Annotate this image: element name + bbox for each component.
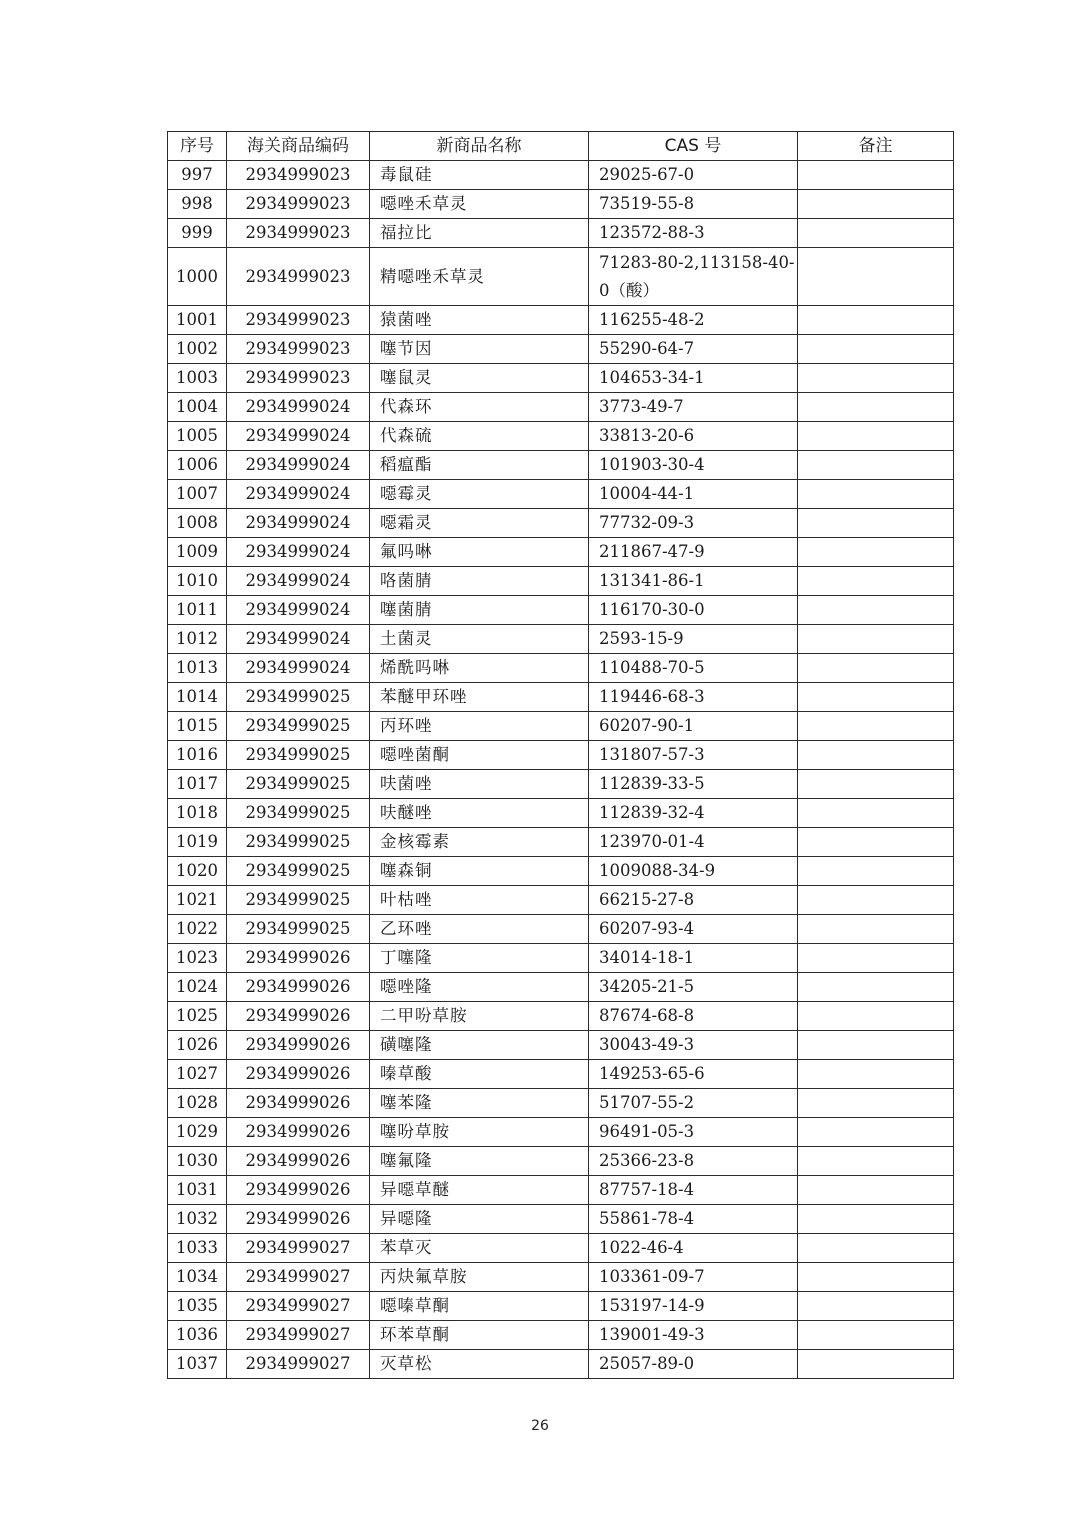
table-row — [168, 567, 954, 596]
table-row — [168, 1031, 954, 1060]
row-remarks-cell — [798, 1321, 954, 1350]
row-commodity-name-cell: 苯草灭 — [370, 1234, 589, 1263]
row-remarks-cell — [798, 1147, 954, 1176]
row-index-cell: 1037 — [168, 1350, 227, 1379]
row-cas-number-cell: 211867-47-9 — [589, 538, 798, 567]
row-customs-code-cell: 2934999026 — [227, 1205, 370, 1234]
row-index-cell: 1002 — [168, 335, 227, 364]
row-remarks-cell — [798, 857, 954, 886]
row-index-cell: 1029 — [168, 1118, 227, 1147]
row-commodity-name-cell: 噁唑菌酮 — [370, 741, 589, 770]
table-row — [168, 915, 954, 944]
row-customs-code-cell: 2934999023 — [227, 161, 370, 190]
row-index-cell: 998 — [168, 190, 227, 219]
table-row — [168, 335, 954, 364]
row-remarks-cell — [798, 683, 954, 712]
table-row — [168, 1060, 954, 1089]
row-cas-number-cell: 25366-23-8 — [589, 1147, 798, 1176]
row-commodity-name-cell: 异噁草醚 — [370, 1176, 589, 1205]
row-customs-code-cell: 2934999027 — [227, 1292, 370, 1321]
row-customs-code-cell: 2934999023 — [227, 306, 370, 335]
row-cas-number-cell: 30043-49-3 — [589, 1031, 798, 1060]
table-row — [168, 538, 954, 567]
row-customs-code-cell: 2934999027 — [227, 1263, 370, 1292]
row-index-cell: 997 — [168, 161, 227, 190]
row-remarks-cell — [798, 1002, 954, 1031]
row-cas-number-cell: 87674-68-8 — [589, 1002, 798, 1031]
row-remarks-cell — [798, 596, 954, 625]
row-customs-code-cell: 2934999025 — [227, 828, 370, 857]
row-remarks-cell — [798, 248, 954, 306]
row-commodity-name-cell: 呋菌唑 — [370, 770, 589, 799]
row-cas-number-cell: 116170-30-0 — [589, 596, 798, 625]
header-index: 序号 — [168, 132, 227, 161]
table-row — [168, 1089, 954, 1118]
row-commodity-name-cell: 福拉比 — [370, 219, 589, 248]
row-remarks-cell — [798, 654, 954, 683]
row-remarks-cell — [798, 1234, 954, 1263]
row-remarks-cell — [798, 973, 954, 1002]
row-customs-code-cell: 2934999024 — [227, 509, 370, 538]
row-index-cell: 1000 — [168, 248, 227, 306]
row-commodity-name-cell: 土菌灵 — [370, 625, 589, 654]
header-cas-number: CAS 号 — [589, 132, 798, 161]
table-row — [168, 654, 954, 683]
row-customs-code-cell: 2934999023 — [227, 335, 370, 364]
row-index-cell: 1024 — [168, 973, 227, 1002]
row-index-cell: 999 — [168, 219, 227, 248]
row-index-cell: 1009 — [168, 538, 227, 567]
row-cas-number-cell: 112839-32-4 — [589, 799, 798, 828]
row-cas-number-cell: 55290-64-7 — [589, 335, 798, 364]
row-customs-code-cell: 2934999027 — [227, 1321, 370, 1350]
row-remarks-cell — [798, 712, 954, 741]
row-cas-number-cell: 1009088-34-9 — [589, 857, 798, 886]
table-row — [168, 1176, 954, 1205]
row-commodity-name-cell: 噁霉灵 — [370, 480, 589, 509]
row-index-cell: 1008 — [168, 509, 227, 538]
row-customs-code-cell: 2934999023 — [227, 364, 370, 393]
row-index-cell: 1026 — [168, 1031, 227, 1060]
row-remarks-cell — [798, 1176, 954, 1205]
row-customs-code-cell: 2934999024 — [227, 393, 370, 422]
table-row — [168, 422, 954, 451]
table-row — [168, 944, 954, 973]
row-remarks-cell — [798, 480, 954, 509]
row-index-cell: 1025 — [168, 1002, 227, 1031]
row-cas-number-cell: 34014-18-1 — [589, 944, 798, 973]
row-cas-number-cell: 2593-15-9 — [589, 625, 798, 654]
table-row — [168, 683, 954, 712]
row-index-cell: 1028 — [168, 1089, 227, 1118]
row-cas-number-cell: 60207-93-4 — [589, 915, 798, 944]
row-index-cell: 1032 — [168, 1205, 227, 1234]
row-index-cell: 1010 — [168, 567, 227, 596]
row-customs-code-cell: 2934999025 — [227, 683, 370, 712]
table-row — [168, 712, 954, 741]
table-row — [168, 364, 954, 393]
row-remarks-cell — [798, 509, 954, 538]
row-index-cell: 1018 — [168, 799, 227, 828]
row-customs-code-cell: 2934999026 — [227, 1031, 370, 1060]
row-customs-code-cell: 2934999024 — [227, 654, 370, 683]
table-row — [168, 857, 954, 886]
row-remarks-cell — [798, 422, 954, 451]
row-cas-number-cell: 104653-34-1 — [589, 364, 798, 393]
row-index-cell: 1031 — [168, 1176, 227, 1205]
row-commodity-name-cell: 噁唑禾草灵 — [370, 190, 589, 219]
table-row — [168, 161, 954, 190]
row-commodity-name-cell: 丙环唑 — [370, 712, 589, 741]
row-commodity-name-cell: 噻节因 — [370, 335, 589, 364]
row-remarks-cell — [798, 1205, 954, 1234]
row-remarks-cell — [798, 161, 954, 190]
row-cas-number-cell: 123572-88-3 — [589, 219, 798, 248]
row-index-cell: 1020 — [168, 857, 227, 886]
row-customs-code-cell: 2934999026 — [227, 1089, 370, 1118]
row-customs-code-cell: 2934999027 — [227, 1234, 370, 1263]
row-cas-number-cell: 131807-57-3 — [589, 741, 798, 770]
row-cas-number-cell: 29025-67-0 — [589, 161, 798, 190]
row-index-cell: 1021 — [168, 886, 227, 915]
row-remarks-cell — [798, 219, 954, 248]
row-commodity-name-cell: 精噁唑禾草灵 — [370, 248, 589, 306]
table-row — [168, 393, 954, 422]
row-cas-number-cell: 33813-20-6 — [589, 422, 798, 451]
row-commodity-name-cell: 咯菌腈 — [370, 567, 589, 596]
row-cas-number-cell: 73519-55-8 — [589, 190, 798, 219]
row-index-cell: 1017 — [168, 770, 227, 799]
header-customs-code: 海关商品编码 — [227, 132, 370, 161]
row-remarks-cell — [798, 799, 954, 828]
row-commodity-name-cell: 毒鼠硅 — [370, 161, 589, 190]
row-customs-code-cell: 2934999024 — [227, 538, 370, 567]
header-remarks: 备注 — [798, 132, 954, 161]
row-commodity-name-cell: 噁嗪草酮 — [370, 1292, 589, 1321]
row-customs-code-cell: 2934999026 — [227, 1147, 370, 1176]
table-row — [168, 1118, 954, 1147]
row-remarks-cell — [798, 538, 954, 567]
row-cas-number-cell: 96491-05-3 — [589, 1118, 798, 1147]
row-cas-number-cell: 123970-01-4 — [589, 828, 798, 857]
row-remarks-cell — [798, 364, 954, 393]
table-row — [168, 828, 954, 857]
row-remarks-cell — [798, 1060, 954, 1089]
row-commodity-name-cell: 灭草松 — [370, 1350, 589, 1379]
row-remarks-cell — [798, 770, 954, 799]
table-row — [168, 509, 954, 538]
table-row — [168, 770, 954, 799]
row-customs-code-cell: 2934999026 — [227, 973, 370, 1002]
row-customs-code-cell: 2934999023 — [227, 219, 370, 248]
row-cas-number-cell: 77732-09-3 — [589, 509, 798, 538]
row-cas-number-cell: 66215-27-8 — [589, 886, 798, 915]
row-remarks-cell — [798, 944, 954, 973]
row-remarks-cell — [798, 451, 954, 480]
row-cas-number-cell: 34205-21-5 — [589, 973, 798, 1002]
row-remarks-cell — [798, 886, 954, 915]
row-index-cell: 1036 — [168, 1321, 227, 1350]
row-commodity-name-cell: 代森硫 — [370, 422, 589, 451]
row-commodity-name-cell: 二甲吩草胺 — [370, 1002, 589, 1031]
table-row — [168, 1147, 954, 1176]
row-commodity-name-cell: 丙炔氟草胺 — [370, 1263, 589, 1292]
row-cas-number-cell: 112839-33-5 — [589, 770, 798, 799]
row-index-cell: 1022 — [168, 915, 227, 944]
row-customs-code-cell: 2934999025 — [227, 886, 370, 915]
row-customs-code-cell: 2934999025 — [227, 915, 370, 944]
row-index-cell: 1016 — [168, 741, 227, 770]
row-index-cell: 1015 — [168, 712, 227, 741]
row-customs-code-cell: 2934999025 — [227, 799, 370, 828]
row-remarks-cell — [798, 393, 954, 422]
row-cas-number-cell: 55861-78-4 — [589, 1205, 798, 1234]
row-remarks-cell — [798, 306, 954, 335]
row-commodity-name-cell: 异噁隆 — [370, 1205, 589, 1234]
table-row — [168, 248, 954, 306]
row-cas-number-cell: 25057-89-0 — [589, 1350, 798, 1379]
table-row — [168, 1350, 954, 1379]
row-index-cell: 1004 — [168, 393, 227, 422]
table-row — [168, 625, 954, 654]
row-cas-number-cell: 87757-18-4 — [589, 1176, 798, 1205]
row-commodity-name-cell: 嗪草酸 — [370, 1060, 589, 1089]
table-row — [168, 1321, 954, 1350]
row-customs-code-cell: 2934999026 — [227, 1176, 370, 1205]
row-commodity-name-cell: 稻瘟酯 — [370, 451, 589, 480]
row-cas-number-cell: 3773-49-7 — [589, 393, 798, 422]
row-index-cell: 1019 — [168, 828, 227, 857]
row-customs-code-cell: 2934999024 — [227, 625, 370, 654]
row-remarks-cell — [798, 1350, 954, 1379]
table-row — [168, 306, 954, 335]
row-commodity-name-cell: 环苯草酮 — [370, 1321, 589, 1350]
table-row — [168, 1292, 954, 1321]
header-commodity-name: 新商品名称 — [370, 132, 589, 161]
row-index-cell: 1033 — [168, 1234, 227, 1263]
row-cas-number-cell: 51707-55-2 — [589, 1089, 798, 1118]
row-commodity-name-cell: 苯醚甲环唑 — [370, 683, 589, 712]
table-row — [168, 190, 954, 219]
row-commodity-name-cell: 磺噻隆 — [370, 1031, 589, 1060]
row-remarks-cell — [798, 1031, 954, 1060]
row-commodity-name-cell: 猿菌唑 — [370, 306, 589, 335]
row-commodity-name-cell: 噻吩草胺 — [370, 1118, 589, 1147]
row-commodity-name-cell: 噁唑隆 — [370, 973, 589, 1002]
row-commodity-name-cell: 呋醚唑 — [370, 799, 589, 828]
row-remarks-cell — [798, 1089, 954, 1118]
row-remarks-cell — [798, 190, 954, 219]
row-commodity-name-cell: 噻氟隆 — [370, 1147, 589, 1176]
row-cas-number-cell: 1022-46-4 — [589, 1234, 798, 1263]
row-commodity-name-cell: 噻苯隆 — [370, 1089, 589, 1118]
row-customs-code-cell: 2934999026 — [227, 1002, 370, 1031]
row-remarks-cell — [798, 625, 954, 654]
row-index-cell: 1003 — [168, 364, 227, 393]
row-remarks-cell — [798, 1118, 954, 1147]
row-cas-number-cell: 116255-48-2 — [589, 306, 798, 335]
row-remarks-cell — [798, 335, 954, 364]
row-customs-code-cell: 2934999024 — [227, 480, 370, 509]
row-customs-code-cell: 2934999025 — [227, 770, 370, 799]
row-commodity-name-cell: 噻鼠灵 — [370, 364, 589, 393]
row-commodity-name-cell: 噁霜灵 — [370, 509, 589, 538]
table-row — [168, 799, 954, 828]
table-row — [168, 1234, 954, 1263]
table-row — [168, 1263, 954, 1292]
table-row — [168, 886, 954, 915]
row-cas-number-cell: 149253-65-6 — [589, 1060, 798, 1089]
row-cas-number-cell: 103361-09-7 — [589, 1263, 798, 1292]
commodity-table — [167, 131, 954, 1379]
row-index-cell: 1013 — [168, 654, 227, 683]
row-cas-number-cell: 71283-80-2,113158-40-0（酸） — [589, 248, 798, 306]
row-index-cell: 1030 — [168, 1147, 227, 1176]
row-cas-number-cell: 110488-70-5 — [589, 654, 798, 683]
row-index-cell: 1001 — [168, 306, 227, 335]
row-commodity-name-cell: 噻菌腈 — [370, 596, 589, 625]
table-row — [168, 480, 954, 509]
row-index-cell: 1034 — [168, 1263, 227, 1292]
row-commodity-name-cell: 烯酰吗啉 — [370, 654, 589, 683]
row-index-cell: 1006 — [168, 451, 227, 480]
row-index-cell: 1023 — [168, 944, 227, 973]
table-row — [168, 741, 954, 770]
row-customs-code-cell: 2934999027 — [227, 1350, 370, 1379]
row-commodity-name-cell: 金核霉素 — [370, 828, 589, 857]
row-customs-code-cell: 2934999025 — [227, 857, 370, 886]
table-header-row — [168, 132, 954, 161]
row-commodity-name-cell: 乙环唑 — [370, 915, 589, 944]
row-cas-number-cell: 101903-30-4 — [589, 451, 798, 480]
row-customs-code-cell: 2934999024 — [227, 567, 370, 596]
row-index-cell: 1005 — [168, 422, 227, 451]
row-cas-number-cell: 131341-86-1 — [589, 567, 798, 596]
row-commodity-name-cell: 代森环 — [370, 393, 589, 422]
row-index-cell: 1007 — [168, 480, 227, 509]
row-cas-number-cell: 60207-90-1 — [589, 712, 798, 741]
table-row — [168, 596, 954, 625]
row-customs-code-cell: 2934999023 — [227, 190, 370, 219]
row-customs-code-cell: 2934999024 — [227, 422, 370, 451]
row-cas-number-cell: 10004-44-1 — [589, 480, 798, 509]
row-customs-code-cell: 2934999026 — [227, 1060, 370, 1089]
row-remarks-cell — [798, 1263, 954, 1292]
table-row — [168, 451, 954, 480]
row-customs-code-cell: 2934999024 — [227, 596, 370, 625]
row-commodity-name-cell: 噻森铜 — [370, 857, 589, 886]
row-cas-number-cell: 153197-14-9 — [589, 1292, 798, 1321]
row-cas-number-cell: 139001-49-3 — [589, 1321, 798, 1350]
table-row — [168, 219, 954, 248]
row-commodity-name-cell: 丁噻隆 — [370, 944, 589, 973]
row-customs-code-cell: 2934999024 — [227, 451, 370, 480]
table-row — [168, 1002, 954, 1031]
row-index-cell: 1027 — [168, 1060, 227, 1089]
table-row — [168, 973, 954, 1002]
row-index-cell: 1014 — [168, 683, 227, 712]
page-number: 26 — [531, 1418, 549, 1434]
row-customs-code-cell: 2934999026 — [227, 944, 370, 973]
row-remarks-cell — [798, 828, 954, 857]
row-customs-code-cell: 2934999023 — [227, 248, 370, 306]
row-commodity-name-cell: 氟吗啉 — [370, 538, 589, 567]
row-commodity-name-cell: 叶枯唑 — [370, 886, 589, 915]
row-customs-code-cell: 2934999025 — [227, 741, 370, 770]
row-index-cell: 1035 — [168, 1292, 227, 1321]
row-remarks-cell — [798, 567, 954, 596]
row-index-cell: 1012 — [168, 625, 227, 654]
row-remarks-cell — [798, 915, 954, 944]
row-remarks-cell — [798, 741, 954, 770]
row-index-cell: 1011 — [168, 596, 227, 625]
row-cas-number-cell: 119446-68-3 — [589, 683, 798, 712]
row-remarks-cell — [798, 1292, 954, 1321]
table-row — [168, 1205, 954, 1234]
row-customs-code-cell: 2934999026 — [227, 1118, 370, 1147]
table-body — [168, 161, 954, 1379]
row-customs-code-cell: 2934999025 — [227, 712, 370, 741]
